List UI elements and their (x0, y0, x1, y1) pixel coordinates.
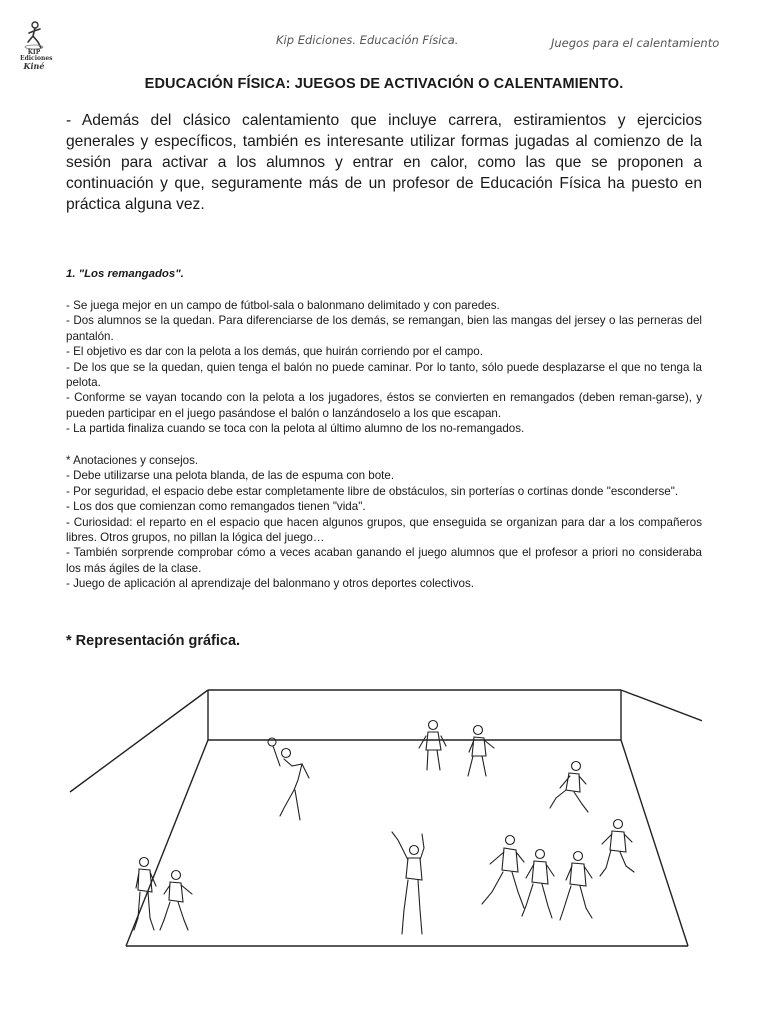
graphic-title: * Representación gráfica. (66, 633, 241, 649)
note-item: - Curiosidad: el reparto en el espacio que hacen algunos grupos, que enseguida se organizan para dar a los compañeros libres. Otros grupos, no pillan la lógica del juego… (66, 515, 702, 545)
court-illustration (66, 680, 702, 960)
page-title: EDUCACIÓN FÍSICA: JUEGOS DE ACTIVACIÓN O CALENTAMIENTO. (144, 76, 624, 92)
note-item: - También sorprende comprobar cómo a veces acaban ganando el juego alumnos que el profesor a priori no consideraba los más ágiles de la clase. (66, 546, 702, 575)
intro-paragraph: - Además del clásico calentamiento que incluye carrera, estiramientos y ejercicios generales y específicos, también es interesante utilizar formas jugadas al comienzo de la sesión para activar a los alumnos y entrar en calor, como las que se proponen a continuación y que, seguramente más de un profesor de Educación Física ha puesto en práctica alguna vez. (66, 112, 702, 213)
header-publisher: Kip Ediciones. Educación Física. (276, 33, 459, 47)
runner-logo-icon (20, 20, 48, 50)
rule-item: - Conforme se vayan tocando con la pelota a los jugadores, éstos se convierten en remangados (deben reman-garse), y pueden participar en el juego pasándose el balón o lanzándoselo a los que escapan. (66, 391, 702, 420)
court-lines (70, 690, 702, 946)
rule-item: - La partida finaliza cuando se toca con la pelota al último alumno de los no-remangados. (66, 422, 525, 436)
player-group-3 (560, 852, 592, 921)
note-item: - Por seguridad, el espacio debe estar completamente libre de obstáculos, sin porterías o cortinas donde "esconderse". (66, 484, 679, 498)
rule-item: - El objetivo es dar con la pelota a los demás, que huirán corriendo por el campo. (66, 345, 483, 359)
note-item: * Anotaciones y consejos. (66, 454, 199, 467)
player-arms-up (392, 832, 424, 934)
rule-item: - De los que se la quedan, quien tenga el balón no puede caminar. Por lo tanto, sólo puede desplazarse el que no tenga la pelota. (66, 360, 702, 390)
logo-text-ediciones: Ediciones (20, 55, 53, 62)
player-far-right (600, 820, 634, 877)
player-group-2 (522, 850, 554, 919)
logo-text-kine: Kiné (23, 61, 45, 71)
player-group-1 (482, 836, 524, 909)
header-topic: Juegos para el calentamiento (551, 36, 720, 50)
player-thrower (268, 738, 309, 820)
player-runner-right (550, 762, 588, 813)
publisher-logo (20, 20, 53, 71)
rule-item: - Dos alumnos se la quedan. Para diferenciarse de los demás, se remangan, bien las mangas del jersey o las perneras del pantalón. (66, 314, 702, 343)
game-notes (66, 453, 702, 592)
note-item: - Los dos que comienzan como remangados tienen "vida". (66, 500, 366, 514)
player-left-1 (134, 858, 156, 931)
player-background-1 (419, 721, 446, 771)
note-item: - Debe utilizarse una pelota blanda, de las de espuma con bote. (66, 469, 395, 483)
game-title: 1. "Los remangados". (66, 268, 184, 280)
game-rules (66, 298, 702, 437)
player-background-2 (468, 726, 494, 777)
logo-text-kip: KIP (27, 49, 41, 56)
player-left-2 (160, 871, 192, 931)
rule-item: - Se juega mejor en un campo de fútbol-sala o balonmano delimitado y con paredes. (66, 299, 500, 312)
court-drawing (66, 680, 702, 960)
note-item: - Juego de aplicación al aprendizaje del balonmano y otros deportes colectivos. (66, 577, 474, 591)
